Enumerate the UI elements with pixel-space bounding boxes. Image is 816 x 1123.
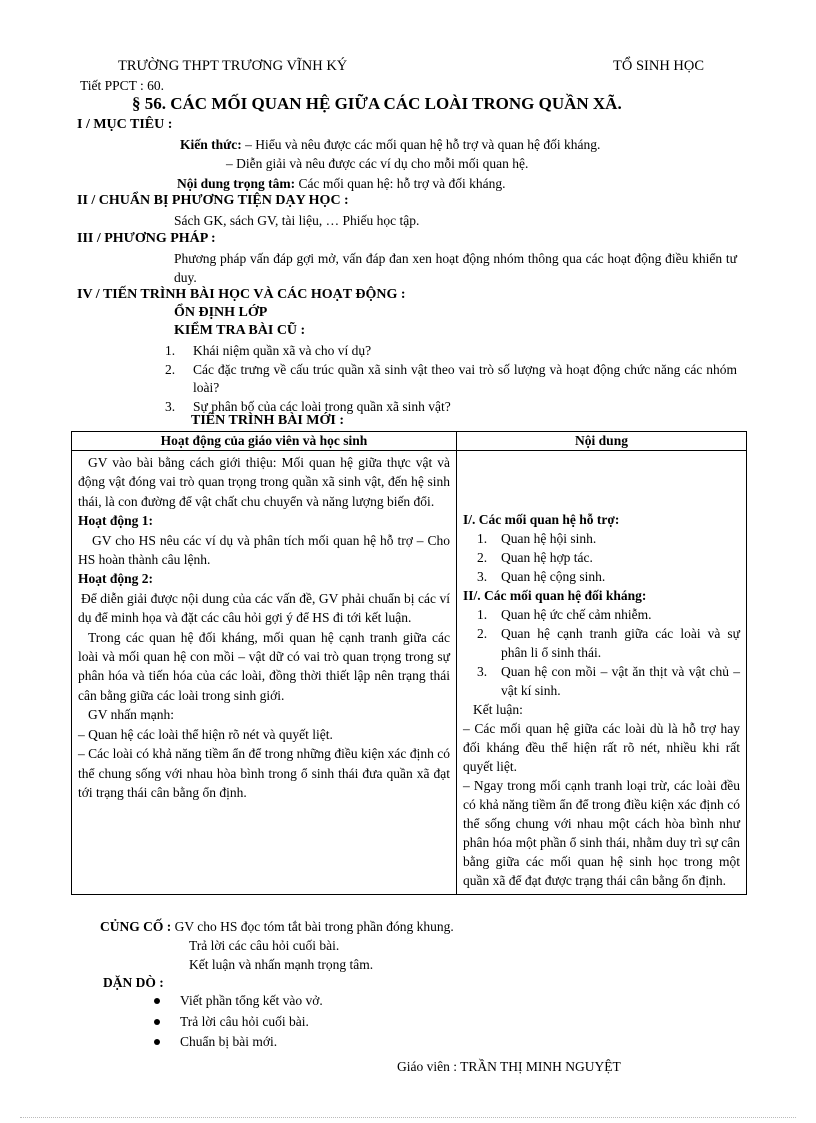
activity-2-label: Hoạt động 2:	[78, 571, 154, 587]
class-order: ỔN ĐỊNH LỚP	[174, 305, 268, 320]
activity-2-text-1: Để diễn giải được nội dung của các vấn đề, GV phải chuẩn bị các ví dụ để minh họa và đặt các câu hỏi gợi ý để HS đi tới kết luận.	[78, 590, 450, 626]
bullet-icon	[154, 1039, 160, 1045]
content-spacer	[463, 453, 740, 510]
activity-2-text-2: Trong các quan hệ đối kháng, mối quan hệ cạnh tranh giữa các loài và mối quan hệ con mồi – vật dữ có vai trò quan trọng trong sự phân hóa và tiến hóa của các loài, đồng thời thiết lập nên trạng thái cân bằng giữa các loài trong sinh giới.	[78, 629, 450, 703]
conclusion-1: – Các mối quan hệ giữa các loài dù là hỗ trợ hay đối kháng đều thể hiện rất rõ nét, nhiều khi rất quyết liệt.	[463, 721, 740, 774]
antagonist-item: 3. Quan hệ con mồi – vật ăn thịt và vật chủ – vật kí sinh.	[477, 664, 740, 698]
support-item: 2. Quan hệ hợp tác.	[477, 550, 593, 565]
method-text: Phương pháp vấn đáp gợi mở, vấn đáp đan xen hoạt động nhóm thông qua các hoạt động điều khiển tư duy.	[174, 251, 737, 285]
conclusion-label: Kết luận:	[473, 702, 523, 717]
knowledge-text-1: – Hiểu và nêu được các mối quan hệ hỗ trợ và quan hệ đối kháng.	[241, 137, 601, 152]
consolidation-label: CỦNG CỐ :	[100, 919, 172, 934]
homework-list	[152, 991, 323, 1053]
col-header-activities: Hoạt động của giáo viên và học sinh	[72, 432, 457, 451]
lesson-period: Tiết PPCT : 60.	[80, 78, 165, 93]
table-body-row	[72, 451, 747, 895]
emphasis-1: – Quan hệ các loài thể hiện rõ nét và quyết liệt.	[78, 726, 333, 742]
knowledge-label: Kiến thức:	[180, 137, 242, 152]
antagonist-list	[463, 605, 740, 700]
activity-1-text: GV cho HS nêu các ví dụ và phân tích mối quan hệ hỗ trợ – Cho HS hoàn thành câu lệnh.	[78, 532, 450, 568]
review-question: 1. Khái niệm quần xã và cho ví dụ?	[165, 343, 372, 358]
support-list	[463, 529, 740, 586]
focus-text: Các mối quan hệ: hỗ trợ và đối kháng.	[295, 176, 506, 191]
homework-item: Chuẩn bị bài mới.	[152, 1032, 323, 1053]
review-heading: KIỂM TRA BÀI CŨ :	[174, 323, 306, 338]
consolidation-text-1: GV cho HS đọc tóm tắt bài trong phần đóng khung.	[174, 919, 454, 934]
method-heading: III / PHƯƠNG PHÁP :	[77, 231, 216, 246]
col-header-content: Nội dung	[457, 432, 747, 451]
objectives-heading: I / MỤC TIÊU :	[77, 117, 173, 132]
antagonist-item: 1. Quan hệ ức chế cảm nhiễm.	[477, 607, 652, 622]
homework-item: Viết phần tổng kết vào vở.	[152, 991, 323, 1012]
consolidation-text-3: Kết luận và nhấn mạnh trọng tâm.	[189, 957, 374, 972]
emphasis-label: GV nhấn mạnh:	[88, 707, 174, 723]
department-name: TỔ SINH HỌC	[613, 58, 705, 74]
review-question: 3. Sự phân bố của các loài trong quần xã sinh vật?	[165, 399, 451, 414]
knowledge-line	[180, 137, 600, 153]
support-item: 3. Quan hệ cộng sinh.	[477, 569, 606, 584]
page-bottom-divider	[20, 1117, 796, 1118]
antagonist-heading: II/. Các mối quan hệ đối kháng:	[463, 588, 647, 603]
preparation-text: Sách GK, sách GV, tài liệu, … Phiếu học tập.	[174, 213, 420, 228]
school-name: TRƯỜNG THPT TRƯƠNG VĨNH KÝ	[118, 58, 348, 74]
procedure-heading: IV / TIẾN TRÌNH BÀI HỌC VÀ CÁC HOẠT ĐỘNG :	[77, 287, 406, 302]
focus-line	[177, 176, 506, 192]
focus-label: Nội dung trọng tâm:	[177, 176, 296, 191]
bullet-icon	[154, 1019, 160, 1025]
teacher-name: Giáo viên : TRẦN THỊ MINH NGUYỆT	[397, 1059, 621, 1074]
activity-1-label: Hoạt động 1:	[78, 513, 154, 529]
conclusion-2: – Ngay trong mối cạnh tranh loại trừ, các loài đều có khả năng tiềm ẩn để trong điều kiện xác định có thể sống chung với nhau một cách hòa bình như phân hóa một phần ổ sinh thái, nhằm duy trì sự cân bằng giữa các mối quan hệ sinh học trong một quần xã để đạt được trạng thái cân bằng ổn định.	[463, 778, 740, 888]
new-lesson-heading: TIẾN TRÌNH BÀI MỚI :	[191, 413, 344, 428]
review-questions	[165, 342, 737, 417]
support-item: 1. Quan hệ hội sinh.	[477, 531, 597, 546]
support-heading: I/. Các mối quan hệ hỗ trợ:	[463, 512, 620, 527]
table-header-row	[72, 432, 747, 451]
antagonist-item: 2. Quan hệ cạnh tranh giữa các loài và sự phân li ổ sinh thái.	[477, 626, 740, 660]
lesson-title: § 56. CÁC MỐI QUAN HỆ GIỮA CÁC LOÀI TRONG QUẦN XÃ.	[132, 94, 622, 113]
homework-label: DẶN DÒ :	[103, 975, 164, 990]
activities-cell	[72, 451, 457, 895]
preparation-heading: II / CHUẨN BỊ PHƯƠNG TIỆN DẠY HỌC :	[77, 193, 349, 208]
intro-paragraph: GV vào bài bằng cách giới thiệu: Mối quan hệ giữa thực vật và động vật đóng vai trò quan trọng trong quần xã sinh vật, đến hệ sinh thái, là con đường để vật chất chu chuyển và năng lượng biến đổi.	[78, 455, 450, 509]
content-cell	[457, 451, 747, 895]
review-question: 2. Các đặc trưng về cấu trúc quần xã sinh vật theo vai trò số lượng và hoạt động chức năng các nhóm loài?	[165, 362, 737, 395]
bullet-icon	[154, 998, 160, 1004]
consolidation-text-2: Trả lời các câu hỏi cuối bài.	[189, 938, 340, 953]
lesson-table	[71, 431, 747, 895]
homework-item: Trả lời câu hỏi cuối bài.	[152, 1012, 323, 1033]
emphasis-2: – Các loài có khả năng tiềm ẩn để trong những điều kiện xác định có thể chung sống với nhau hòa bình trong ổ sinh thái đưa quần xã đạt tới trạng thái cân bằng ổn định.	[78, 746, 450, 800]
knowledge-text-2: – Diễn giải và nêu được các ví dụ cho mỗi mối quan hệ.	[226, 156, 529, 171]
consolidation-line-1	[100, 919, 454, 935]
